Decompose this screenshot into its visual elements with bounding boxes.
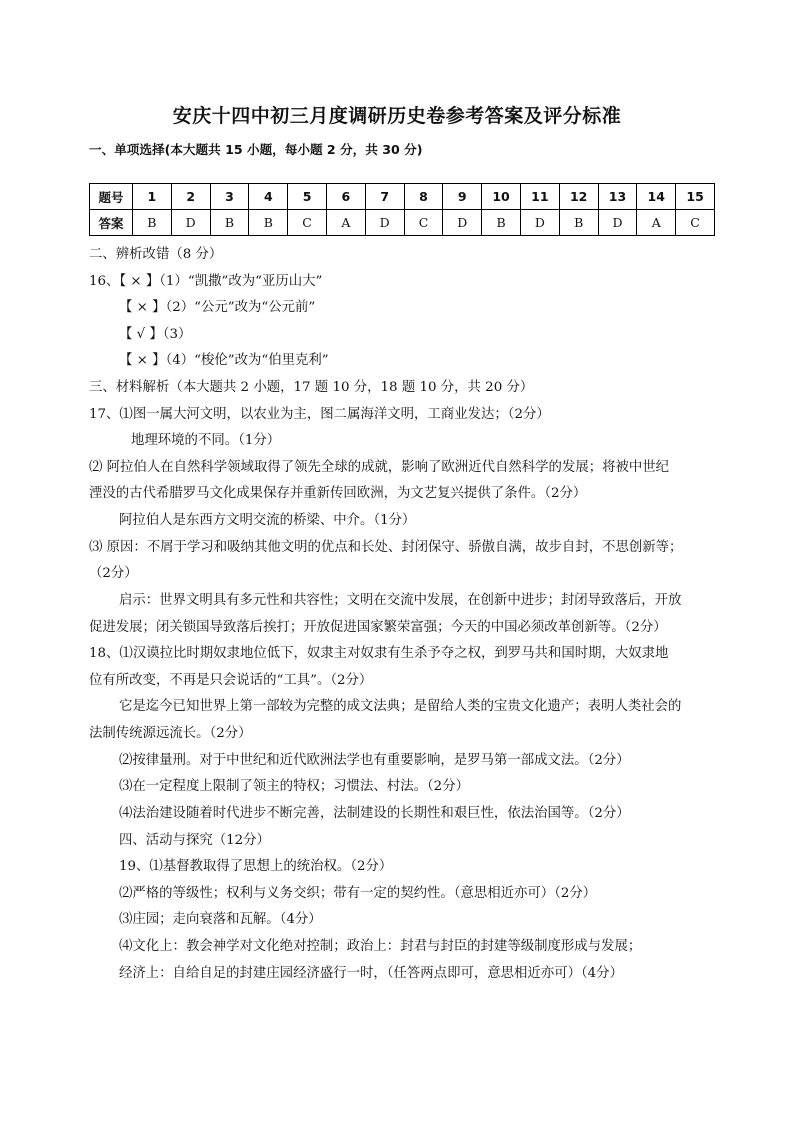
section-heading-material: 三、材料解析（本大题共 2 小题，17 题 10 分，18 题 10 分，共 20 分） [89, 380, 534, 395]
answer-line: 促进发展；闭关锁国导致落后挨打；开放促进国家繁荣富强；今天的中国必须改革创新等。（2分） [89, 620, 667, 635]
answer-cell: C [404, 210, 443, 236]
answer-line: ⑵严格的等级性；权利与义务交织；带有一定的契约性。（意思相近亦可）（2分） [119, 886, 597, 901]
answer-cell: B [133, 210, 172, 236]
question-number: 9 [443, 184, 482, 210]
answer-line: 地理环境的不同。（1分） [131, 433, 281, 448]
section-heading-correction: 二、辨析改错（8 分） [89, 247, 223, 262]
answer-cell: D [443, 210, 482, 236]
answer-line: 18、⑴汉谟拉比时期奴隶地位低下，奴隶主对奴隶有生杀予夺之权，到罗马共和国时期，大奴隶地 [89, 646, 669, 661]
answer-line: ⑶在一定程度上限制了领主的特权；习惯法、村法。（2分） [119, 779, 469, 794]
answer-line: 【 × 】（2）“公元”改为“公元前” [119, 300, 316, 315]
table-header-answer: 答案 [90, 210, 133, 236]
answer-cell: A [326, 210, 365, 236]
answer-cell: B [210, 210, 249, 236]
answer-line: 湮没的古代希腊罗马文化成果保存并重新传回欧洲，为文艺复兴提供了条件。（2分） [89, 486, 587, 501]
question-number: 7 [365, 184, 404, 210]
answer-line: 位有所改变，不再是只会说话的“工具”。（2分） [89, 673, 373, 688]
answer-cell: D [171, 210, 210, 236]
answer-line: ⑶庄园；走向衰落和瓦解。（4分） [119, 912, 322, 927]
question-number: 1 [133, 184, 172, 210]
answer-table [89, 183, 715, 236]
answer-line: 阿拉伯人是东西方文明交流的桥梁、中介。（1分） [119, 513, 416, 528]
answer-cell: C [676, 210, 715, 236]
answer-line: 启示：世界文明具有多元性和共容性；文明在交流中发展，在创新中进步；封闭导致落后，开放 [119, 593, 682, 608]
answer-line: ⑷文化上：教会神学对文化绝对控制；政治上：封君与封臣的封建等级制度形成与发展； [119, 939, 642, 954]
answer-line: 法制传统源远流长。（2分） [89, 726, 252, 741]
question-number: 11 [520, 184, 559, 210]
answer-cell: B [559, 210, 598, 236]
table-header-number: 题号 [90, 184, 133, 210]
answer-cell: C [288, 210, 327, 236]
table-row-answers [90, 210, 715, 236]
answer-line: ⑵ 阿拉伯人在自然科学领域取得了领先全球的成就，影响了欧洲近代自然科学的发展；将被中世纪 [89, 460, 670, 475]
question-number: 15 [676, 184, 715, 210]
answer-line: ⑵按律量刑。对于中世纪和近代欧洲法学也有重要影响，是罗马第一部成文法。（2分） [119, 753, 630, 768]
answer-cell: B [249, 210, 288, 236]
question-number: 12 [559, 184, 598, 210]
table-row-numbers [90, 184, 715, 210]
question-number: 4 [249, 184, 288, 210]
answer-line: 【 × 】（4）“梭伦”改为“伯里克利” [119, 353, 329, 368]
answer-cell: B [482, 210, 521, 236]
question-number: 8 [404, 184, 443, 210]
section-heading-choice: 一、单项选择(本大题共 15 小题，每小题 2 分，共 30 分) [89, 142, 423, 157]
answer-cell: D [365, 210, 404, 236]
answer-line: ⑷法治建设随着时代进步不断完善，法制建设的长期性和艰巨性，依法治国等。（2分） [119, 806, 630, 821]
answer-line: 16、【 × 】（1）“凯撒”改为“亚历山大” [89, 274, 323, 289]
page-title: 安庆十四中初三月度调研历史卷参考答案及评分标准 [172, 105, 622, 127]
answer-cell: D [598, 210, 637, 236]
answer-line: 经济上：自给自足的封建庄园经济盛行一时，（任答两点即可，意思相近亦可）（4分） [119, 966, 623, 981]
answer-line: 【 √ 】（3） [119, 327, 192, 342]
answer-line: 19、⑴基督教取得了思想上的统治权。（2分） [119, 859, 393, 874]
question-number: 6 [326, 184, 365, 210]
answer-cell: D [520, 210, 559, 236]
question-number: 13 [598, 184, 637, 210]
question-number: 2 [171, 184, 210, 210]
answer-line: 它是迄今已知世界上第一部较为完整的成文法典；是留给人类的宝贵文化遗产；表明人类社会的 [119, 699, 682, 714]
answer-line: 17、⑴图一属大河文明，以农业为主，图二属海洋文明，工商业发达；（2分） [89, 407, 550, 422]
question-number: 14 [637, 184, 676, 210]
question-number: 10 [482, 184, 521, 210]
section-heading-activity: 四、活动与探究（12分） [119, 833, 270, 848]
answer-cell: A [637, 210, 676, 236]
question-number: 3 [210, 184, 249, 210]
answer-line: ⑶ 原因：不屑于学习和吸纳其他文明的优点和长处、封闭保守、骄傲自满，故步自封，不思创新等； [89, 540, 683, 555]
question-number: 5 [288, 184, 327, 210]
answer-line: （2分） [89, 566, 138, 581]
